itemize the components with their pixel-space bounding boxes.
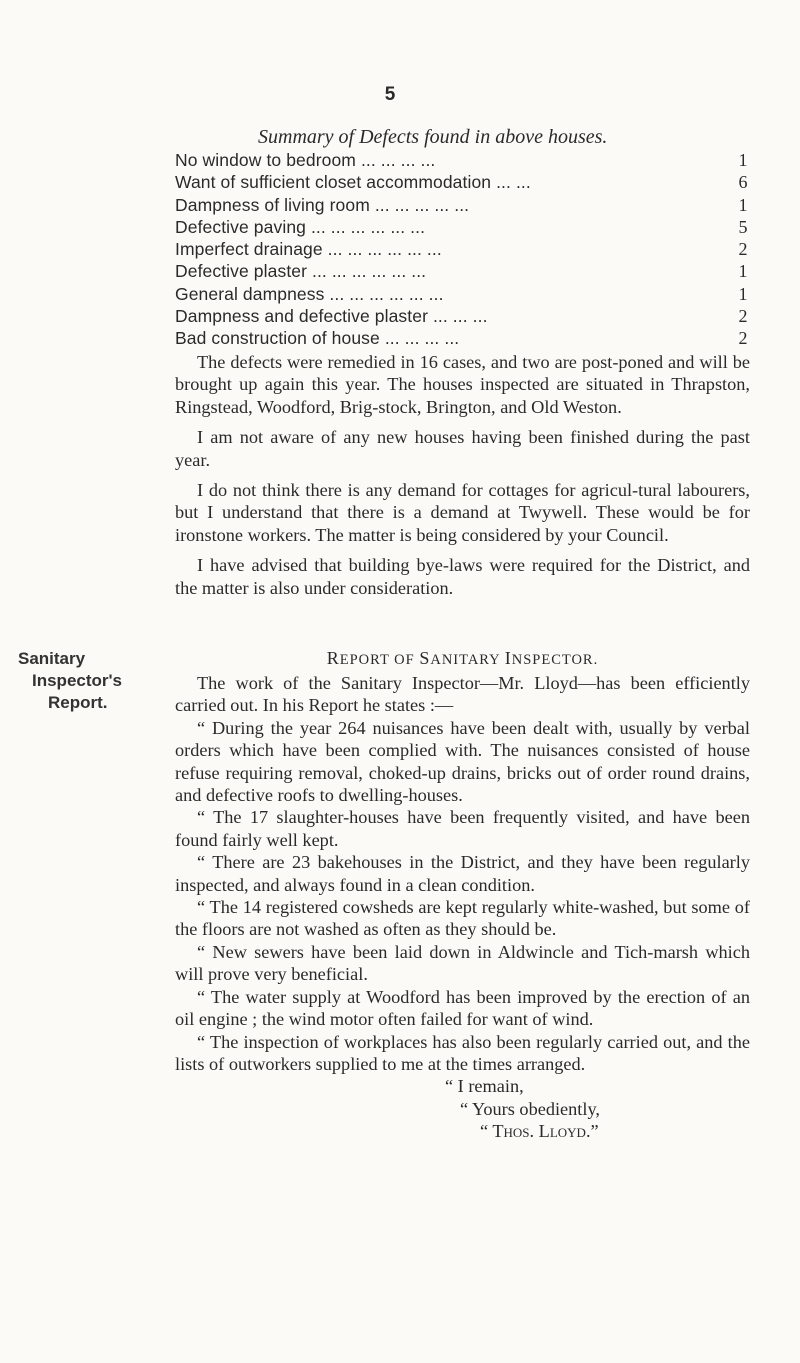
paragraph: I do not think there is any demand for cottages for agricul-tural labourers, but I understand that there is a demand at Twywell. These would be for ironstone workers. The matter is being considered by your Council.	[175, 480, 750, 545]
summary-discussion	[175, 351, 750, 599]
closing-line: “ I remain,	[445, 1076, 524, 1097]
defect-label: Imperfect drainage ... ... ... ... ... ...	[175, 239, 442, 260]
defect-count: 2	[738, 239, 748, 260]
report-intro: The work of the Sanitary Inspector—Mr. Lloyd—has been efficiently carried out. In his Report he states :—	[175, 673, 750, 716]
margin-note-line: Sanitary	[18, 649, 86, 668]
summary-title: Summary of Defects found in above houses.	[258, 126, 608, 148]
defect-count: 1	[738, 261, 748, 282]
defect-count: 5	[738, 216, 748, 237]
defect-count: 6	[738, 172, 748, 193]
report-quote: “ The water supply at Woodford has been improved by the erection of an oil engine ; the wind motor often failed for want of wind.	[175, 986, 750, 1030]
defect-label: Dampness of living room ... ... ... ... ...	[175, 194, 470, 215]
defects-list	[175, 149, 750, 350]
report-quote: “ During the year 264 nuisances have been dealt with, usually by verbal orders which have been complied with. The nuisances consisted of house refuse requiring removal, choked-up drains, bricks out of order round drains, and defective roofs to dwelling-houses.	[175, 717, 750, 806]
defect-row	[175, 194, 750, 216]
defect-count: 1	[738, 283, 748, 304]
margin-note-line: Inspector's	[32, 671, 123, 690]
closing-line: “ Yours obediently,	[460, 1098, 600, 1119]
defect-label: Want of sufficient closet accommodation ... ...	[175, 172, 531, 193]
defect-row	[175, 216, 750, 238]
margin-note	[18, 648, 153, 714]
defect-row	[175, 283, 750, 305]
report-quote: “ The 17 slaughter-houses have been frequently visited, and have been found fairly well kept.	[175, 807, 750, 850]
defect-row	[175, 149, 750, 171]
defect-row	[175, 238, 750, 260]
defect-row	[175, 327, 750, 349]
defect-label: Dampness and defective plaster ... ... ...	[175, 306, 488, 327]
page-number: 5	[384, 84, 396, 105]
defect-row	[175, 305, 750, 327]
defect-count: 2	[738, 306, 748, 327]
defect-count: 1	[738, 194, 748, 215]
inspector-report-body	[175, 672, 750, 1143]
defect-label: General dampness ... ... ... ... ... ...	[175, 283, 444, 304]
paragraph: I am not aware of any new houses having been finished during the past year.	[175, 427, 750, 470]
report-quote: “ New sewers have been laid down in Aldwincle and Tich-marsh which will prove very beneficial.	[175, 941, 750, 985]
closing-signature	[175, 1075, 750, 1142]
report-quote: “ The inspection of workplaces has also been regularly carried out, and the lists of outworkers supplied to me at the times arranged.	[175, 1031, 750, 1074]
defect-count: 2	[738, 328, 748, 349]
report-heading: REPORT OF SANITARY INSPECTOR.	[326, 648, 599, 668]
defect-label: Defective plaster ... ... ... ... ... ...	[175, 261, 427, 282]
report-quote: “ The 14 registered cowsheds are kept regularly white-washed, but some of the floors are not washed as often as they should be.	[175, 897, 750, 940]
signature-name: “ Thos. Lloyd.”	[480, 1121, 599, 1142]
paragraph: The defects were remedied in 16 cases, and two are post-poned and will be brought up again this year. The houses inspected are situated in Thrapston, Ringstead, Woodford, Brig-stock, Brington, and Old Weston.	[175, 352, 750, 417]
defect-label: Bad construction of house ... ... ... ...	[175, 328, 460, 349]
defect-row	[175, 260, 750, 282]
paragraph: I have advised that building bye-laws were required for the District, and the matter is also under consideration.	[175, 555, 750, 598]
margin-note-line: Report.	[48, 693, 108, 712]
defect-label: No window to bedroom ... ... ... ...	[175, 150, 436, 170]
report-quote: “ There are 23 bakehouses in the District, and they have been regularly inspected, and always found in a clean condition.	[175, 852, 750, 895]
defect-label: Defective paving ... ... ... ... ... ...	[175, 216, 426, 237]
defect-count: 1	[738, 150, 748, 170]
defect-row	[175, 171, 750, 193]
